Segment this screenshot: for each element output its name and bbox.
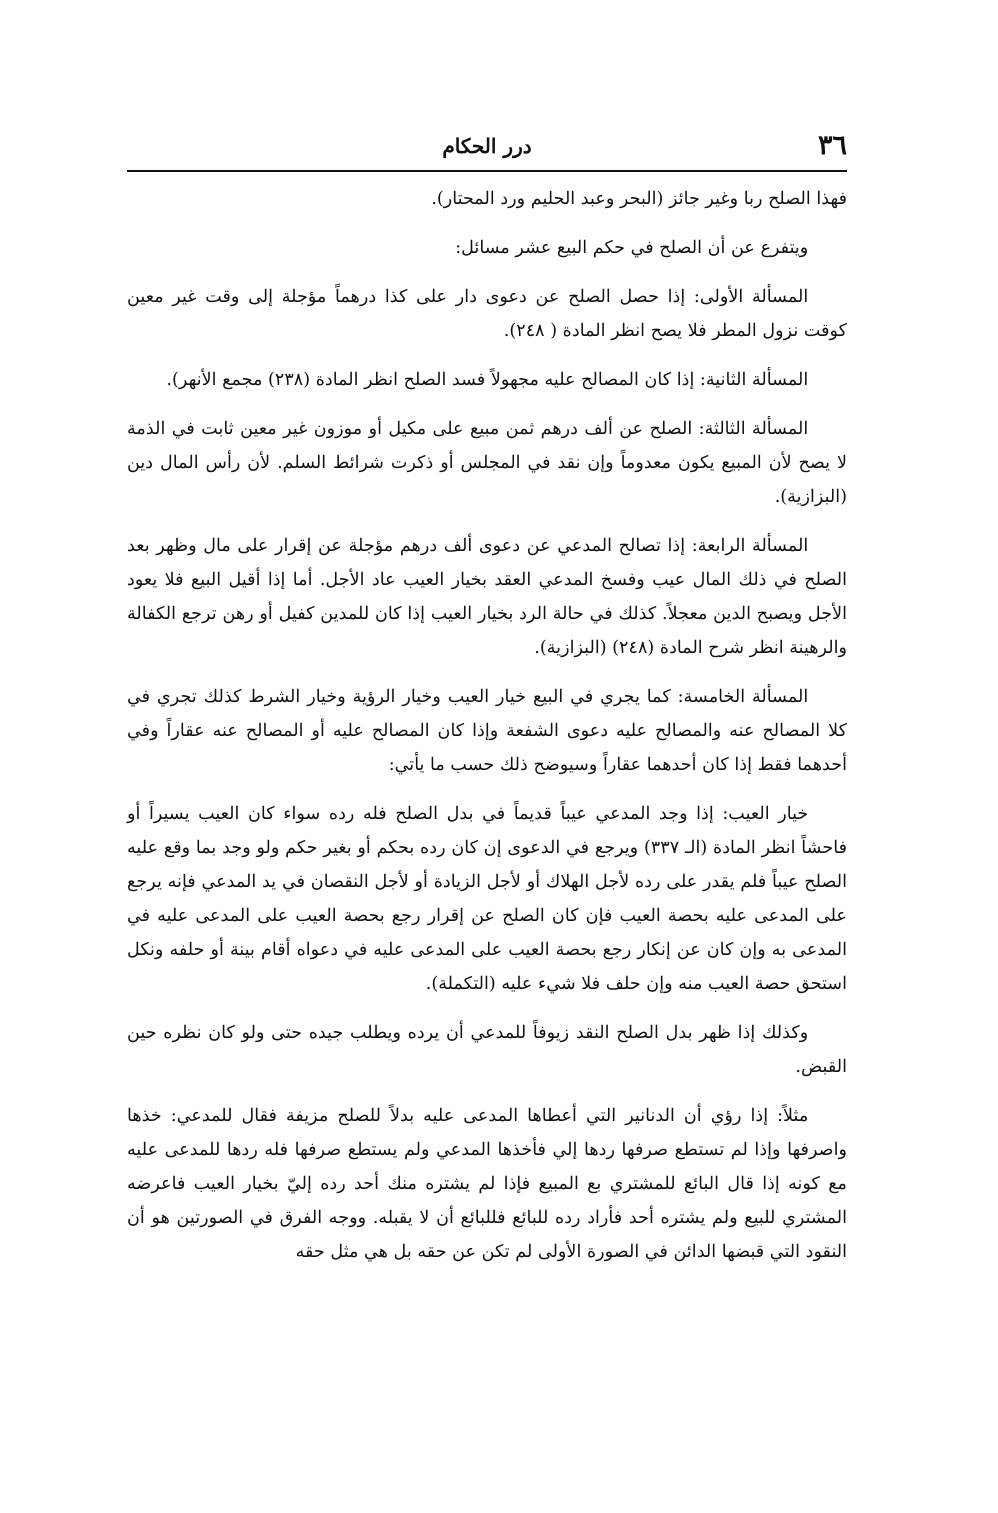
running-title: درر الحكام xyxy=(442,134,532,158)
paragraph-issue-2: المسألة الثانية: إذا كان المصالح عليه مجهولاً فسد الصلح انظر المادة (٢٣٨) مجمع الأنهر). xyxy=(166,370,809,390)
body-text xyxy=(127,182,847,1269)
paragraph-example: مثلاً: إذا رؤي أن الدنانير التي أعطاها المدعى عليه بدلاً للصلح مزيفة فقال للمدعي: خذها واصرفها وإذا لم تستطع صرفها ردها إلي فأخذها المدعي ولم يستطع صرفها فله ردها للمدعى عليه مع كونه إذا قال البائع للمشتري بع المبيع فإذا لم يشتره منك أحد رده إليّ بخيار العيب فاعرضه المشتري للبيع ولم يشتره أحد فأراد رده للبائع فللبائع أن لا يقبله. ووجه الفرق في الصورتين هو أن النقود التي قبضها الدائن في الصورة الأولى لم تكن عن حقه بل هي مثل حقه xyxy=(127,1106,847,1262)
paragraph-issue-3: المسألة الثالثة: الصلح عن ألف درهم ثمن مبيع على مكيل أو موزون غير معين ثابت في الذمة لا يصح لأن المبيع يكون معدوماً وإن نقد في المجلس أو ذكرت شرائط السلم. لأن رأس المال دين (البزازية). xyxy=(127,419,847,507)
paragraph-issue-4: المسألة الرابعة: إذا تصالح المدعي عن دعوى ألف درهم مؤجلة عن إقرار على مال وظهر بعد الصلح في ذلك المال عيب وفسخ المدعي العقد بخيار العيب عاد الأجل. أما إذا أقيل البيع فلا يعود الأجل ويصبح الدين معجلاً. كذلك في حالة الرد بخيار العيب إذا كان للمدين كفيل أو رهن ترجع الكفالة والرهينة انظر شرح المادة (٢٤٨) (البزازية). xyxy=(127,536,847,658)
paragraph-issue-1: المسألة الأولى: إذا حصل الصلح عن دعوى دار على كذا درهماً مؤجلة إلى وقت غير معين كوقت نزول المطر فلا يصح انظر المادة ( ٢٤٨). xyxy=(127,287,847,341)
document-page xyxy=(127,128,847,1284)
paragraph-counterfeit: وكذلك إذا ظهر بدل الصلح النقد زيوفاً للمدعي أن يرده ويطلب جيده حتى ولو كان نظره حين القبض. xyxy=(127,1023,847,1077)
paragraph-defect-option: خيار العيب: إذا وجد المدعي عيباً قديماً في بدل الصلح فله رده سواء كان العيب يسيراً أو فاحشاً انظر المادة (الـ ٣٣٧) ويرجع في الدعوى إن كان رده بحكم أو بغير حكم ولو وجد بما وقع عليه الصلح عيباً فلم يقدر على رده لأجل الهلاك أو لأجل الزيادة أو لأجل النقصان في يد المدعي فإنه يرجع على المدعى عليه بحصة العيب فإن كان الصلح عن إقرار رجع بحصة العيب على المدعى عليه في المدعى به وإن كان عن إنكار رجع بحصة العيب على المدعى عليه في دعواه أقام بينة أو حلفه ونكل استحق حصة العيب منه وإن حلف فلا شيء عليه (التكملة). xyxy=(127,804,847,994)
page-header xyxy=(127,128,847,172)
paragraph-intro: فهذا الصلح ربا وغير جائز (البحر وعبد الحليم ورد المحتار). xyxy=(431,189,847,209)
page-number: ٣٦ xyxy=(817,130,847,161)
paragraph-issue-5: المسألة الخامسة: كما يجري في البيع خيار العيب وخيار الرؤية وخيار الشرط كذلك تجري في كلا المصالح عنه والمصالح عليه دعوى الشفعة وإذا كان المصالح عليه أو المصالح عنه عقاراً وفي أحدهما فقط إذا كان أحدهما عقاراً وسيوضح ذلك حسب ما يأتي: xyxy=(127,687,847,775)
paragraph-issues-heading: ويتفرع عن أن الصلح في حكم البيع عشر مسائل: xyxy=(455,238,809,258)
